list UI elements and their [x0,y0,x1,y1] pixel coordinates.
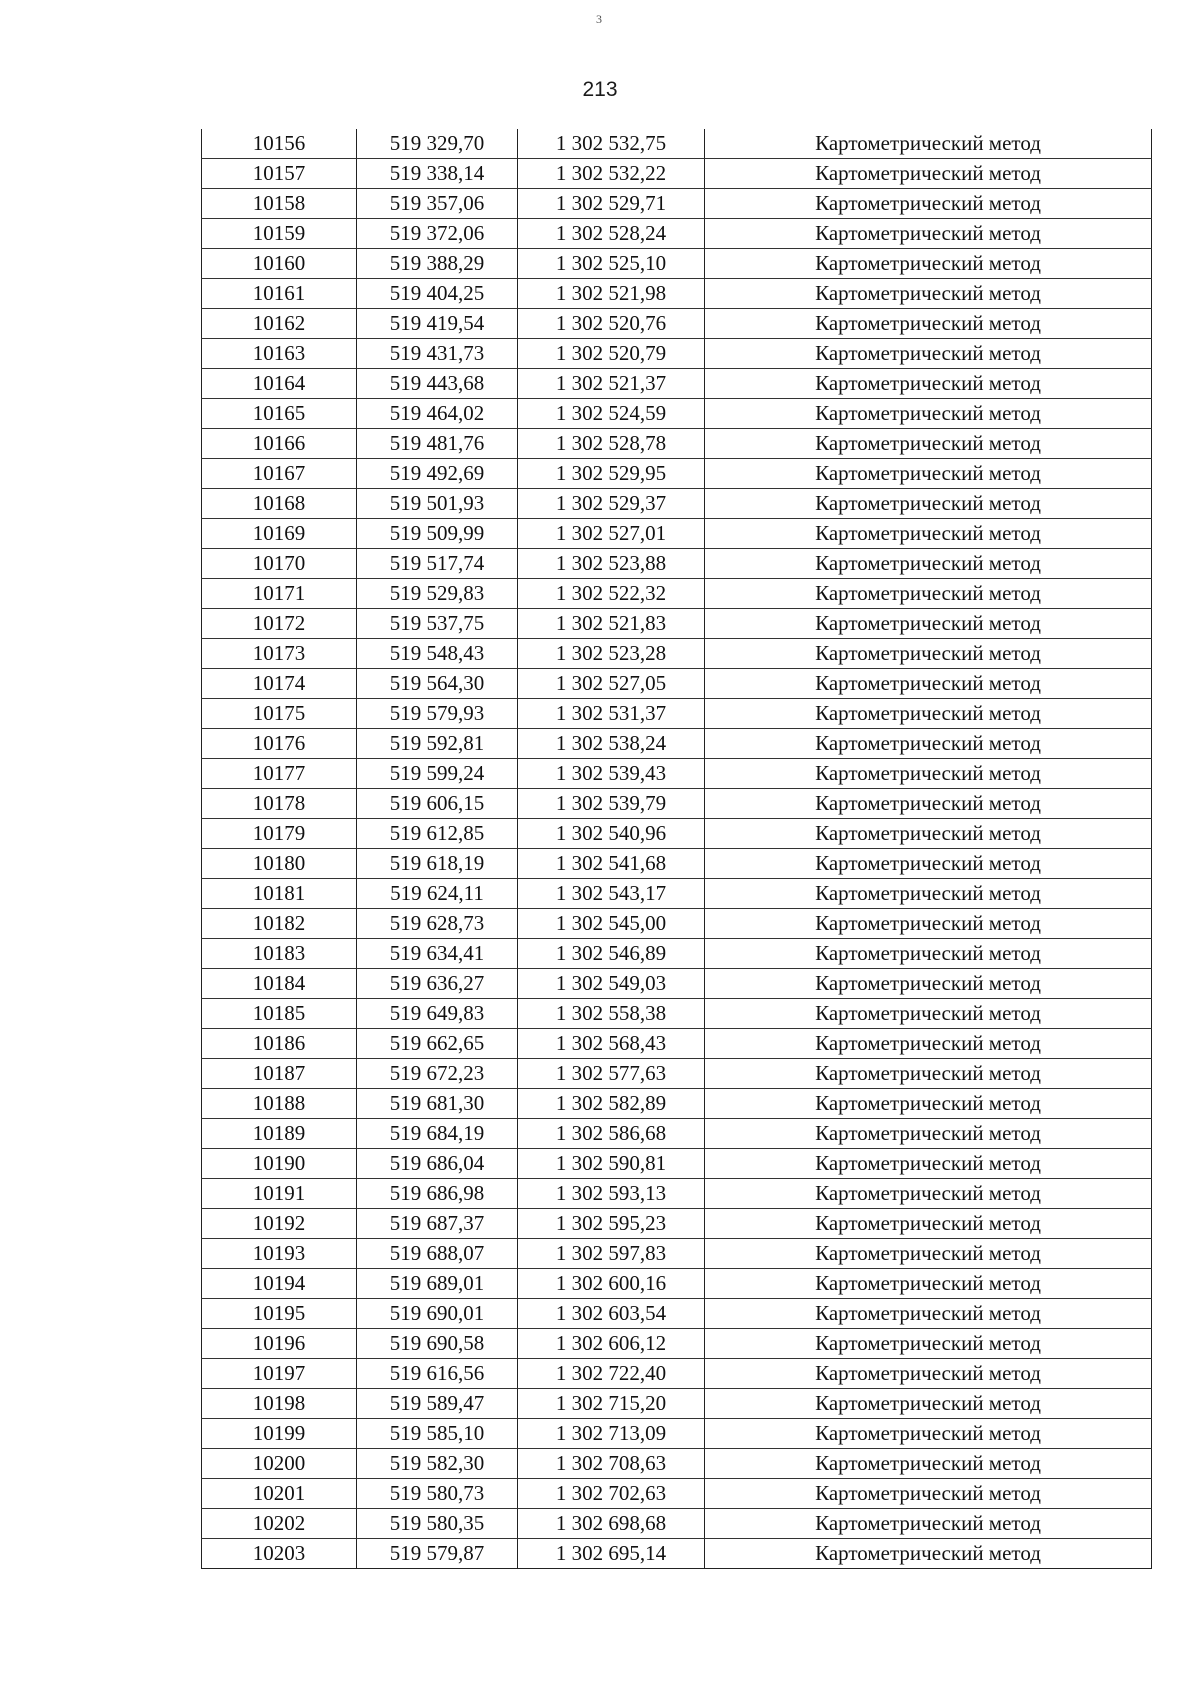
method-cell: Картометрический метод [705,519,1152,549]
x-coordinate-cell: 519 388,29 [357,249,518,279]
x-coordinate-cell: 519 688,07 [357,1239,518,1269]
x-coordinate-cell: 519 687,37 [357,1209,518,1239]
table-row [202,549,1152,579]
x-coordinate-cell: 519 517,74 [357,549,518,579]
method-cell: Картометрический метод [705,969,1152,999]
table-row [202,999,1152,1029]
point-number-cell: 10202 [202,1509,357,1539]
method-cell: Картометрический метод [705,1329,1152,1359]
y-coordinate-cell: 1 302 558,38 [518,999,705,1029]
method-cell: Картометрический метод [705,609,1152,639]
table-row [202,1449,1152,1479]
point-number-cell: 10185 [202,999,357,1029]
point-number-cell: 10156 [202,129,357,159]
table-row [202,1419,1152,1449]
point-number-cell: 10200 [202,1449,357,1479]
x-coordinate-cell: 519 481,76 [357,429,518,459]
method-cell: Картометрический метод [705,1539,1152,1569]
table-row [202,939,1152,969]
x-coordinate-cell: 519 548,43 [357,639,518,669]
point-number-cell: 10183 [202,939,357,969]
table-row [202,279,1152,309]
y-coordinate-cell: 1 302 541,68 [518,849,705,879]
y-coordinate-cell: 1 302 529,95 [518,459,705,489]
x-coordinate-cell: 519 606,15 [357,789,518,819]
y-coordinate-cell: 1 302 539,43 [518,759,705,789]
table-row [202,1059,1152,1089]
point-number-cell: 10199 [202,1419,357,1449]
x-coordinate-cell: 519 636,27 [357,969,518,999]
method-cell: Картометрический метод [705,1119,1152,1149]
x-coordinate-cell: 519 443,68 [357,369,518,399]
point-number-cell: 10203 [202,1539,357,1569]
x-coordinate-cell: 519 431,73 [357,339,518,369]
x-coordinate-cell: 519 689,01 [357,1269,518,1299]
point-number-cell: 10166 [202,429,357,459]
table-row [202,879,1152,909]
x-coordinate-cell: 519 372,06 [357,219,518,249]
table-row [202,159,1152,189]
y-coordinate-cell: 1 302 543,17 [518,879,705,909]
y-coordinate-cell: 1 302 520,76 [518,309,705,339]
y-coordinate-cell: 1 302 549,03 [518,969,705,999]
y-coordinate-cell: 1 302 527,05 [518,669,705,699]
y-coordinate-cell: 1 302 523,88 [518,549,705,579]
y-coordinate-cell: 1 302 545,00 [518,909,705,939]
point-number-cell: 10186 [202,1029,357,1059]
method-cell: Картометрический метод [705,1089,1152,1119]
y-coordinate-cell: 1 302 546,89 [518,939,705,969]
x-coordinate-cell: 519 537,75 [357,609,518,639]
y-coordinate-cell: 1 302 568,43 [518,1029,705,1059]
y-coordinate-cell: 1 302 538,24 [518,729,705,759]
point-number-cell: 10174 [202,669,357,699]
point-number-cell: 10172 [202,609,357,639]
point-number-cell: 10179 [202,819,357,849]
method-cell: Картометрический метод [705,1239,1152,1269]
y-coordinate-cell: 1 302 593,13 [518,1179,705,1209]
x-coordinate-cell: 519 589,47 [357,1389,518,1419]
x-coordinate-cell: 519 529,83 [357,579,518,609]
method-cell: Картометрический метод [705,759,1152,789]
point-number-cell: 10184 [202,969,357,999]
table-row [202,1239,1152,1269]
point-number-cell: 10164 [202,369,357,399]
y-coordinate-cell: 1 302 695,14 [518,1539,705,1569]
point-number-cell: 10195 [202,1299,357,1329]
point-number-cell: 10163 [202,339,357,369]
y-coordinate-cell: 1 302 698,68 [518,1509,705,1539]
table-row [202,1119,1152,1149]
y-coordinate-cell: 1 302 577,63 [518,1059,705,1089]
x-coordinate-cell: 519 464,02 [357,399,518,429]
point-number-cell: 10157 [202,159,357,189]
method-cell: Картометрический метод [705,189,1152,219]
table-row [202,1299,1152,1329]
method-cell: Картометрический метод [705,1149,1152,1179]
table-row [202,579,1152,609]
point-number-cell: 10190 [202,1149,357,1179]
method-cell: Картометрический метод [705,579,1152,609]
y-coordinate-cell: 1 302 525,10 [518,249,705,279]
table-row [202,219,1152,249]
table-row [202,519,1152,549]
table-row [202,129,1152,159]
method-cell: Картометрический метод [705,819,1152,849]
point-number-cell: 10192 [202,1209,357,1239]
x-coordinate-cell: 519 690,58 [357,1329,518,1359]
table-row [202,1089,1152,1119]
method-cell: Картометрический метод [705,1389,1152,1419]
point-number-cell: 10160 [202,249,357,279]
table-row [202,789,1152,819]
method-cell: Картометрический метод [705,1449,1152,1479]
y-coordinate-cell: 1 302 606,12 [518,1329,705,1359]
x-coordinate-cell: 519 672,23 [357,1059,518,1089]
point-number-cell: 10187 [202,1059,357,1089]
point-number-cell: 10170 [202,549,357,579]
method-cell: Картометрический метод [705,279,1152,309]
y-coordinate-cell: 1 302 522,32 [518,579,705,609]
x-coordinate-cell: 519 662,65 [357,1029,518,1059]
x-coordinate-cell: 519 618,19 [357,849,518,879]
point-number-cell: 10191 [202,1179,357,1209]
point-number-cell: 10194 [202,1269,357,1299]
x-coordinate-cell: 519 338,14 [357,159,518,189]
point-number-cell: 10167 [202,459,357,489]
table-row [202,1539,1152,1569]
method-cell: Картометрический метод [705,699,1152,729]
y-coordinate-cell: 1 302 597,83 [518,1239,705,1269]
y-coordinate-cell: 1 302 586,68 [518,1119,705,1149]
method-cell: Картометрический метод [705,639,1152,669]
table-row [202,699,1152,729]
method-cell: Картометрический метод [705,669,1152,699]
table-row [202,399,1152,429]
x-coordinate-cell: 519 612,85 [357,819,518,849]
point-number-cell: 10161 [202,279,357,309]
x-coordinate-cell: 519 681,30 [357,1089,518,1119]
point-number-cell: 10181 [202,879,357,909]
y-coordinate-cell: 1 302 702,63 [518,1479,705,1509]
table-row [202,1479,1152,1509]
method-cell: Картометрический метод [705,1479,1152,1509]
table-row [202,1269,1152,1299]
table-row [202,819,1152,849]
method-cell: Картометрический метод [705,1359,1152,1389]
y-coordinate-cell: 1 302 713,09 [518,1419,705,1449]
table-row [202,1209,1152,1239]
method-cell: Картометрический метод [705,549,1152,579]
method-cell: Картометрический метод [705,1419,1152,1449]
table-row [202,969,1152,999]
point-number-cell: 10188 [202,1089,357,1119]
y-coordinate-cell: 1 302 520,79 [518,339,705,369]
y-coordinate-cell: 1 302 528,78 [518,429,705,459]
y-coordinate-cell: 1 302 532,22 [518,159,705,189]
method-cell: Картометрический метод [705,1269,1152,1299]
y-coordinate-cell: 1 302 540,96 [518,819,705,849]
method-cell: Картометрический метод [705,219,1152,249]
method-cell: Картометрический метод [705,1059,1152,1089]
point-number-cell: 10165 [202,399,357,429]
y-coordinate-cell: 1 302 521,98 [518,279,705,309]
table-row [202,1179,1152,1209]
x-coordinate-cell: 519 628,73 [357,909,518,939]
x-coordinate-cell: 519 624,11 [357,879,518,909]
method-cell: Картометрический метод [705,399,1152,429]
method-cell: Картометрический метод [705,159,1152,189]
x-coordinate-cell: 519 649,83 [357,999,518,1029]
y-coordinate-cell: 1 302 603,54 [518,1299,705,1329]
x-coordinate-cell: 519 684,19 [357,1119,518,1149]
table-row [202,1389,1152,1419]
method-cell: Картометрический метод [705,309,1152,339]
y-coordinate-cell: 1 302 722,40 [518,1359,705,1389]
table-row [202,849,1152,879]
page-number: 213 [582,78,618,101]
method-cell: Картометрический метод [705,939,1152,969]
table-row [202,429,1152,459]
method-cell: Картометрический метод [705,459,1152,489]
x-coordinate-cell: 519 686,98 [357,1179,518,1209]
x-coordinate-cell: 519 580,73 [357,1479,518,1509]
table-row [202,1149,1152,1179]
y-coordinate-cell: 1 302 524,59 [518,399,705,429]
y-coordinate-cell: 1 302 595,23 [518,1209,705,1239]
table-row [202,759,1152,789]
y-coordinate-cell: 1 302 582,89 [518,1089,705,1119]
point-number-cell: 10193 [202,1239,357,1269]
point-number-cell: 10162 [202,309,357,339]
method-cell: Картометрический метод [705,129,1152,159]
table-row [202,489,1152,519]
method-cell: Картометрический метод [705,1299,1152,1329]
table-row [202,1509,1152,1539]
x-coordinate-cell: 519 686,04 [357,1149,518,1179]
x-coordinate-cell: 519 509,99 [357,519,518,549]
table-row [202,1029,1152,1059]
method-cell: Картометрический метод [705,489,1152,519]
y-coordinate-cell: 1 302 529,37 [518,489,705,519]
x-coordinate-cell: 519 404,25 [357,279,518,309]
scan-mark: 3 [596,12,602,26]
x-coordinate-cell: 519 329,70 [357,129,518,159]
table-row [202,909,1152,939]
point-number-cell: 10177 [202,759,357,789]
method-cell: Картометрический метод [705,909,1152,939]
table-row [202,669,1152,699]
method-cell: Картометрический метод [705,1029,1152,1059]
table-row [202,639,1152,669]
x-coordinate-cell: 519 690,01 [357,1299,518,1329]
point-number-cell: 10178 [202,789,357,819]
point-number-cell: 10197 [202,1359,357,1389]
y-coordinate-cell: 1 302 529,71 [518,189,705,219]
table-row [202,249,1152,279]
x-coordinate-cell: 519 585,10 [357,1419,518,1449]
point-number-cell: 10189 [202,1119,357,1149]
table-row [202,309,1152,339]
method-cell: Картометрический метод [705,339,1152,369]
x-coordinate-cell: 519 419,54 [357,309,518,339]
table-row [202,1359,1152,1389]
x-coordinate-cell: 519 592,81 [357,729,518,759]
coordinates-table-body [202,129,1152,1569]
method-cell: Картометрический метод [705,879,1152,909]
method-cell: Картометрический метод [705,369,1152,399]
y-coordinate-cell: 1 302 521,83 [518,609,705,639]
point-number-cell: 10171 [202,579,357,609]
point-number-cell: 10180 [202,849,357,879]
point-number-cell: 10182 [202,909,357,939]
x-coordinate-cell: 519 564,30 [357,669,518,699]
x-coordinate-cell: 519 582,30 [357,1449,518,1479]
point-number-cell: 10173 [202,639,357,669]
y-coordinate-cell: 1 302 590,81 [518,1149,705,1179]
table-row [202,339,1152,369]
x-coordinate-cell: 519 579,87 [357,1539,518,1569]
y-coordinate-cell: 1 302 527,01 [518,519,705,549]
x-coordinate-cell: 519 616,56 [357,1359,518,1389]
table-row [202,189,1152,219]
x-coordinate-cell: 519 634,41 [357,939,518,969]
table-row [202,369,1152,399]
x-coordinate-cell: 519 357,06 [357,189,518,219]
y-coordinate-cell: 1 302 708,63 [518,1449,705,1479]
point-number-cell: 10169 [202,519,357,549]
table-row [202,1329,1152,1359]
y-coordinate-cell: 1 302 531,37 [518,699,705,729]
table-row [202,459,1152,489]
y-coordinate-cell: 1 302 715,20 [518,1389,705,1419]
y-coordinate-cell: 1 302 528,24 [518,219,705,249]
method-cell: Картометрический метод [705,249,1152,279]
method-cell: Картометрический метод [705,789,1152,819]
x-coordinate-cell: 519 492,69 [357,459,518,489]
y-coordinate-cell: 1 302 532,75 [518,129,705,159]
y-coordinate-cell: 1 302 523,28 [518,639,705,669]
point-number-cell: 10196 [202,1329,357,1359]
coordinates-table [201,129,1152,1569]
method-cell: Картометрический метод [705,999,1152,1029]
point-number-cell: 10158 [202,189,357,219]
method-cell: Картометрический метод [705,849,1152,879]
y-coordinate-cell: 1 302 521,37 [518,369,705,399]
method-cell: Картометрический метод [705,1179,1152,1209]
x-coordinate-cell: 519 599,24 [357,759,518,789]
x-coordinate-cell: 519 501,93 [357,489,518,519]
point-number-cell: 10159 [202,219,357,249]
point-number-cell: 10168 [202,489,357,519]
table-row [202,609,1152,639]
point-number-cell: 10175 [202,699,357,729]
method-cell: Картометрический метод [705,729,1152,759]
point-number-cell: 10201 [202,1479,357,1509]
method-cell: Картометрический метод [705,1209,1152,1239]
x-coordinate-cell: 519 580,35 [357,1509,518,1539]
y-coordinate-cell: 1 302 539,79 [518,789,705,819]
method-cell: Картометрический метод [705,1509,1152,1539]
method-cell: Картометрический метод [705,429,1152,459]
y-coordinate-cell: 1 302 600,16 [518,1269,705,1299]
point-number-cell: 10198 [202,1389,357,1419]
x-coordinate-cell: 519 579,93 [357,699,518,729]
point-number-cell: 10176 [202,729,357,759]
table-row [202,729,1152,759]
